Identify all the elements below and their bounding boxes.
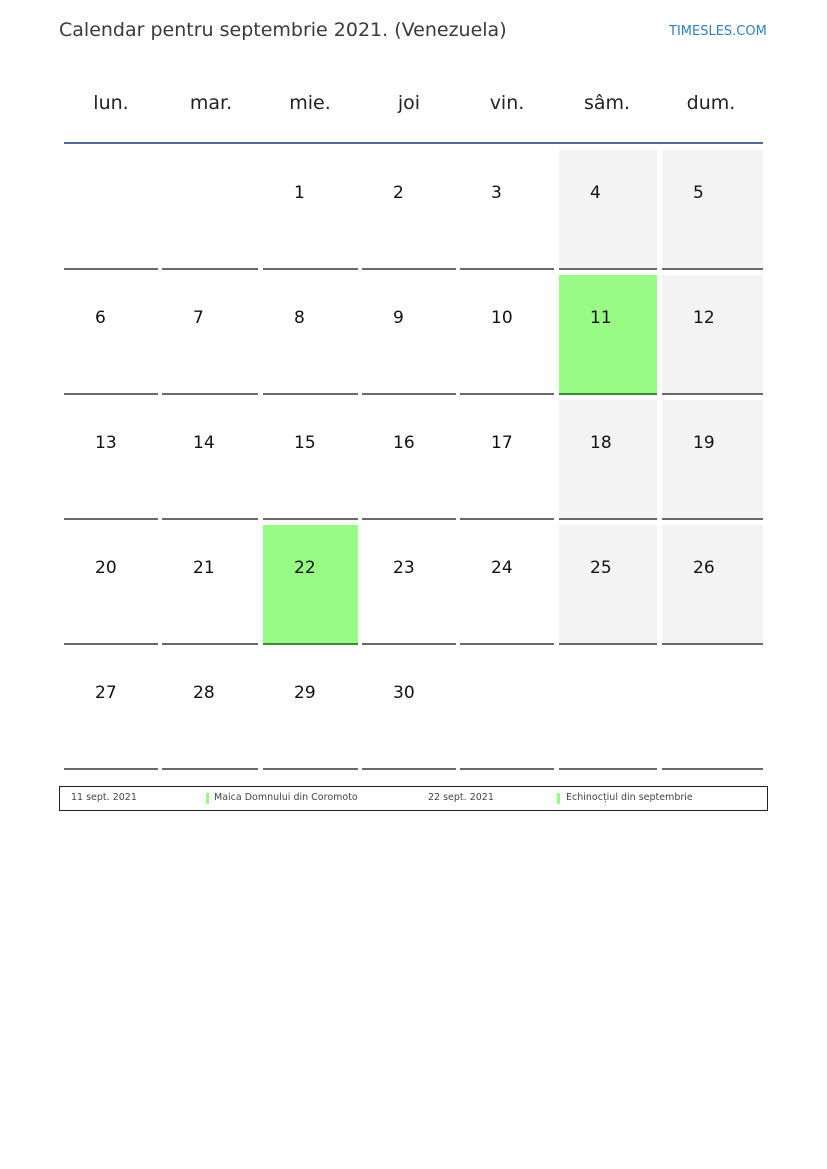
day-cell[interactable] [662,275,763,395]
weekday-label: joi [397,92,421,114]
day-cell[interactable] [559,400,657,520]
day-cell[interactable] [460,150,554,270]
empty-day-cell [662,650,763,770]
legend-color-marker-1 [206,793,209,804]
day-number: 17 [491,433,513,453]
header-rule [64,142,763,144]
weekday-label: lun. [93,92,129,114]
day-number: 19 [693,433,715,453]
day-cell[interactable] [64,275,158,395]
day-cell[interactable] [263,150,358,270]
day-number: 4 [590,183,601,203]
legend-color-marker-2 [557,793,560,804]
day-number: 10 [491,308,513,328]
day-number: 11 [590,308,612,328]
day-number: 6 [95,308,106,328]
day-cell[interactable] [263,650,358,770]
day-cell[interactable] [64,525,158,645]
page-title: Calendar pentru septembrie 2021. (Venezuela) [59,19,507,41]
day-cell[interactable] [559,150,657,270]
day-cell[interactable] [559,275,657,395]
day-number: 23 [393,558,415,578]
weekday-label: mie. [289,92,331,114]
day-number: 14 [193,433,215,453]
day-cell[interactable] [362,275,456,395]
legend-date-1: 11 sept. 2021 [71,792,137,803]
day-number: 3 [491,183,502,203]
day-number: 9 [393,308,404,328]
day-cell[interactable] [662,400,763,520]
day-number: 7 [193,308,204,328]
day-cell[interactable] [64,400,158,520]
day-cell[interactable] [162,400,258,520]
day-cell[interactable] [263,400,358,520]
legend-holiday-name-1: Maica Domnului din Coromoto [214,792,358,803]
day-number: 20 [95,558,117,578]
brand-link[interactable]: TIMESLES.COM [669,24,767,39]
day-cell[interactable] [460,400,554,520]
day-number: 26 [693,558,715,578]
holiday-legend [59,786,768,811]
day-number: 24 [491,558,513,578]
day-number: 15 [294,433,316,453]
empty-day-cell [559,650,657,770]
day-cell[interactable] [64,650,158,770]
day-number: 29 [294,683,316,703]
day-number: 27 [95,683,117,703]
day-cell[interactable] [460,275,554,395]
day-cell[interactable] [362,150,456,270]
day-cell[interactable] [362,525,456,645]
day-number: 16 [393,433,415,453]
day-number: 5 [693,183,704,203]
day-cell[interactable] [263,525,358,645]
weekday-label: dum. [686,92,736,114]
day-number: 21 [193,558,215,578]
day-cell[interactable] [162,525,258,645]
empty-day-cell [64,150,158,270]
day-number: 2 [393,183,404,203]
day-number: 18 [590,433,612,453]
empty-day-cell [162,150,258,270]
day-number: 13 [95,433,117,453]
day-number: 8 [294,308,305,328]
day-cell[interactable] [162,650,258,770]
day-cell[interactable] [559,525,657,645]
day-number: 30 [393,683,415,703]
day-number: 22 [294,558,316,578]
day-number: 1 [294,183,305,203]
day-cell[interactable] [362,400,456,520]
day-cell[interactable] [263,275,358,395]
day-cell[interactable] [460,525,554,645]
day-number: 25 [590,558,612,578]
weekday-label: sâm. [583,92,631,114]
weekday-label: mar. [189,92,233,114]
legend-holiday-name-2: Echinocțiul din septembrie [566,792,693,803]
weekday-label: vin. [489,92,525,114]
empty-day-cell [460,650,554,770]
day-cell[interactable] [662,525,763,645]
day-cell[interactable] [662,150,763,270]
legend-date-2: 22 sept. 2021 [428,792,494,803]
day-number: 12 [693,308,715,328]
day-cell[interactable] [362,650,456,770]
day-cell[interactable] [162,275,258,395]
day-number: 28 [193,683,215,703]
